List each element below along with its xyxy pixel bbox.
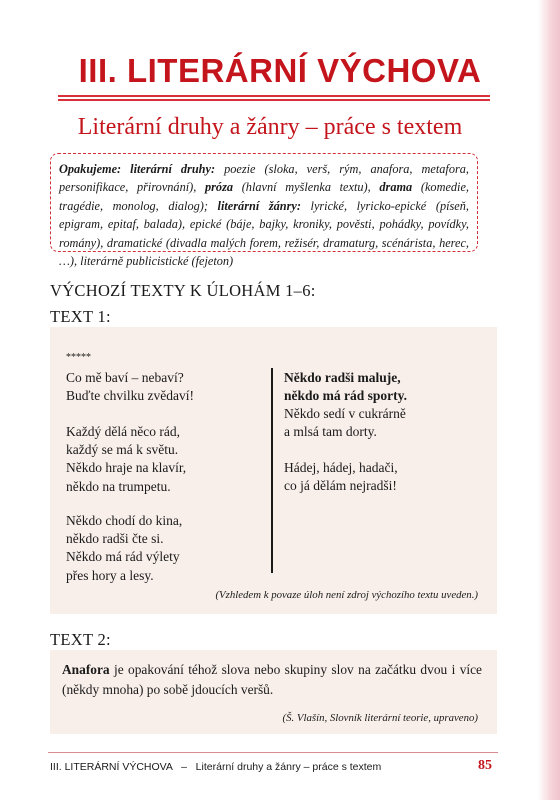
anafora-definition-text: je opakování téhož slova nebo skupiny slov na začátku dvou i více (někdy mnoha) po sobě jdoucích veršů. (62, 662, 482, 697)
recap-text-prose: (hlavní myšlenka textu), (233, 180, 380, 195)
anafora-term: Anafora (62, 662, 110, 677)
recap-label-forms: literární žánry: (217, 198, 301, 213)
recap-text-drama: (komedie, tragédie, monolog, dialog); (59, 180, 469, 213)
text2-heading: TEXT 2: (50, 630, 111, 649)
poem-divider (271, 368, 273, 573)
anafora-definition (62, 660, 482, 699)
chapter-title: III. LITERÁRNÍ VÝCHOVA (78, 52, 482, 89)
footer-rule (48, 752, 498, 753)
title-rule-bottom (58, 99, 490, 101)
page-edge-decoration (538, 0, 560, 800)
text1-source-note: (Vzhledem k povaze úloh není zdroj výchozího textu uveden.) (215, 589, 478, 601)
recap-label-drama: drama (379, 180, 413, 195)
recap-box (50, 153, 478, 269)
section-title: Literární druhy a žánry – práce s textem (77, 114, 463, 140)
poem-asterisks: ***** (66, 352, 91, 363)
poem-stanza-4-bold: Někdo radši maluje, někdo má rád sporty. (284, 370, 408, 404)
page-number: 85 (478, 758, 492, 773)
poem-stanza-5: Hádej, hádej, hadači, co já dělám nejradši! (284, 460, 398, 494)
text2-source-note: (Š. Vlašín, Slovník literární teorie, upraveno) (282, 712, 478, 724)
tasks-heading: VÝCHOZÍ TEXTY K ÚLOHÁM 1–6: (50, 281, 316, 300)
recap-text-poetry: poezie (sloka, verš, rým, anafora, metafora, personifikace, přirovnání), (59, 162, 469, 195)
poem-stanza-3: Někdo chodí do kina, někdo radši čte si. Někdo má rád výlety přes hory a lesy. (66, 513, 183, 583)
poem-stanza-1: Co mě baví – nebaví? Buďte chvilku zvědaví! (66, 370, 194, 404)
recap-text-forms: lyrické, lyricko-epické (píseň, epigram, epitaf, balada), epické (báje, bajky, kroniky, pověsti, pohádky, povídky, romány), dramatické (divadla malých forem, režisér, dramaturg, scénárista, herec, …), literárně publicistické (fejeton) (59, 198, 469, 269)
recap-label-prose: próza (205, 180, 234, 195)
poem-stanza-2: Každý dělá něco rád, každý se má k světu. Někdo hraje na klavír, někdo na trumpetu. (66, 424, 187, 494)
title-rule-top (58, 95, 490, 97)
text1-heading: TEXT 1: (50, 307, 111, 326)
poem-stanza-4-rest: Někdo sedí v cukrárně a mlsá tam dorty. (284, 406, 406, 440)
footer-running-title: III. LITERÁRNÍ VÝCHOVA – Literární druhy a žánry – práce s textem (50, 761, 382, 773)
recap-label-genres: Opakujeme: literární druhy: (59, 162, 216, 176)
